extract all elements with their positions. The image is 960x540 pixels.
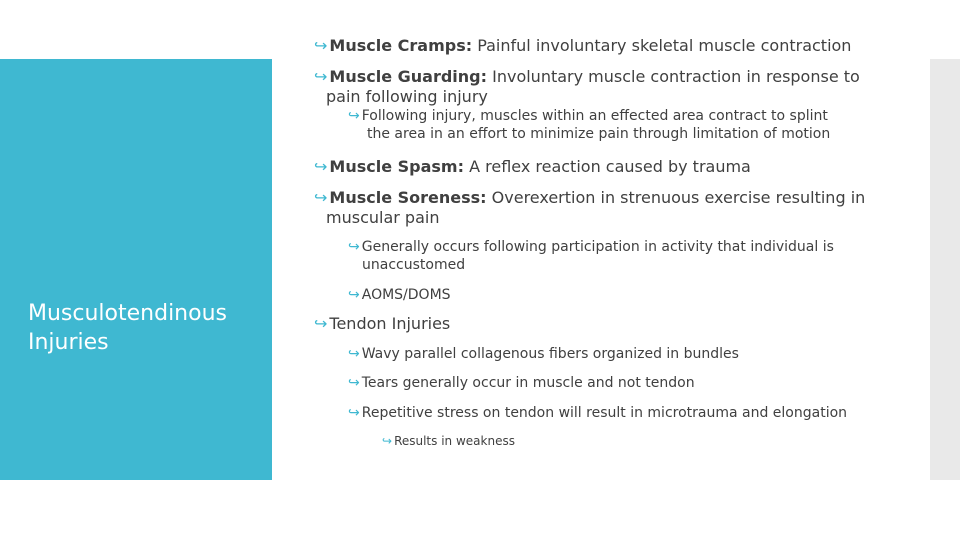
bullet-text: Repetitive stress on tendon will result in microtrauma and elongation: [361, 405, 848, 421]
bullet-tendon-injuries: [314, 314, 450, 334]
bullet-text: Tendon Injuries: [329, 314, 451, 333]
bullet-text: Results in weakness: [394, 434, 515, 448]
bullet-text-continued: unaccustomed: [362, 257, 466, 273]
arrow-bullet-icon: ↪: [314, 314, 328, 333]
arrow-bullet-icon: ↪: [348, 108, 360, 124]
arrow-bullet-icon: ↪: [348, 405, 360, 421]
slide-title: Musculotendinous Injuries: [28, 301, 227, 355]
arrow-bullet-icon: ↪: [314, 67, 328, 86]
sub-sub-bullet-tendon: [382, 433, 515, 449]
arrow-bullet-icon: ↪: [314, 36, 328, 55]
sub-bullet-tendon-3: [348, 404, 847, 422]
bullet-text: Involuntary muscle contraction in response to: [487, 67, 860, 86]
term-label: Muscle Cramps:: [329, 36, 473, 55]
arrow-bullet-icon: ↪: [382, 434, 393, 448]
bullet-text-continued: pain following injury: [326, 87, 488, 106]
right-accent-bar: [930, 59, 960, 480]
sub-bullet-soreness-1: [348, 238, 834, 256]
arrow-bullet-icon: ↪: [314, 157, 328, 176]
bullet-text: AOMS/DOMS: [361, 287, 451, 303]
bullet-text: A reflex reaction caused by trauma: [464, 157, 751, 176]
bullet-muscle-guarding: [314, 67, 860, 87]
arrow-bullet-icon: ↪: [348, 346, 360, 362]
bullet-text: Painful involuntary skeletal muscle contraction: [472, 36, 852, 55]
bullet-text: Generally occurs following participation in activity that individual is: [361, 239, 834, 255]
bullet-text: Tears generally occur in muscle and not tendon: [361, 375, 695, 391]
arrow-bullet-icon: ↪: [348, 287, 360, 303]
arrow-bullet-icon: ↪: [348, 239, 360, 255]
bullet-text-continued: the area in an effort to minimize pain through limitation of motion: [367, 126, 831, 142]
bullet-text: Overexertion in strenuous exercise resulting in: [486, 188, 866, 207]
arrow-bullet-icon: ↪: [348, 375, 360, 391]
sub-bullet-tendon-1: [348, 345, 739, 363]
bullet-text-continued: muscular pain: [326, 208, 440, 227]
term-label: Muscle Spasm:: [329, 157, 464, 176]
bullet-muscle-cramps: [314, 36, 851, 56]
term-label: Muscle Guarding:: [329, 67, 488, 86]
bullet-text: Wavy parallel collagenous fibers organized in bundles: [361, 346, 739, 362]
sub-bullet-soreness-2: [348, 286, 451, 304]
term-label: Muscle Soreness:: [329, 188, 487, 207]
sub-bullet-tendon-2: [348, 374, 695, 392]
sub-bullet-guarding: [348, 107, 828, 125]
bullet-muscle-spasm: [314, 157, 751, 177]
bullet-text: Following injury, muscles within an effected area contract to splint: [361, 108, 828, 124]
bullet-muscle-soreness: [314, 188, 865, 208]
title-panel: [0, 59, 272, 480]
arrow-bullet-icon: ↪: [314, 188, 328, 207]
